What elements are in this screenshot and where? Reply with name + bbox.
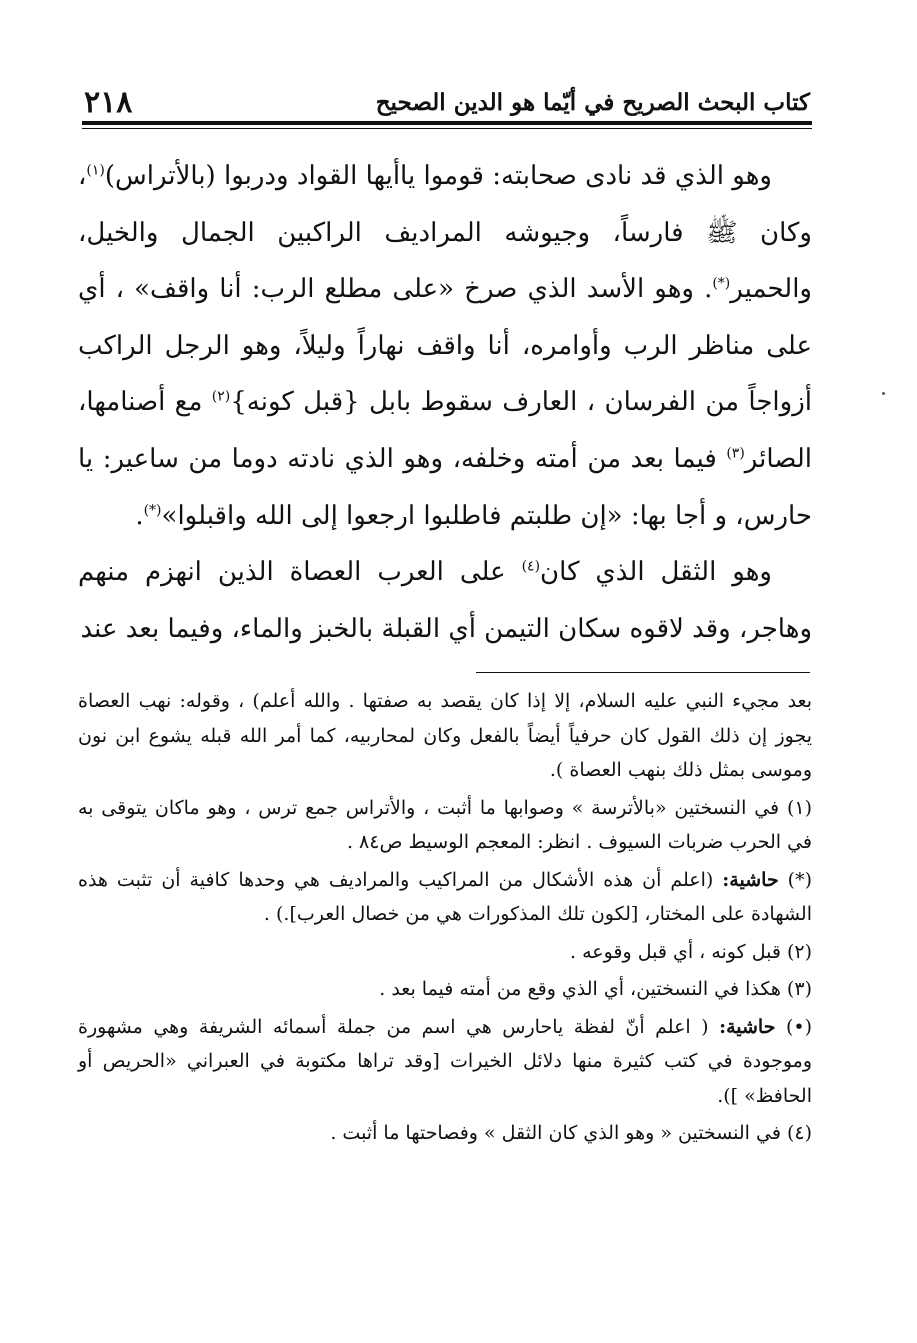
- footnote-2: (٢) قبل كونه ، أي قبل وقوعه .: [570, 940, 812, 963]
- footnote-1: (١) في النسختين «بالأترسة » وصوابها ما أثبت ، والأتراس جمع ترس ، وهو ماكان يتوقى به في الحرب ضربات السيوف . انظر: المعجم الوسيط ص٨٤ .: [78, 796, 812, 853]
- page-number: ٢١٨: [84, 85, 133, 120]
- footnote-ref-2: (٢): [211, 388, 231, 405]
- paragraph-2: وهو الثقل الذي كان$^{(٤)}$ على العرب العصاة الذين انهزم منهم وهاجر، وقد لاقوه سكان التيمن أي القبلة بالخبز والماء، وفيما بعد عند: [78, 557, 812, 644]
- footnote-4: (٤) في النسختين « وهو الذي كان الثقل » وفصاحتها ما أثبت .: [330, 1122, 812, 1144]
- footnote-label: حاشية:: [719, 1015, 776, 1038]
- footnote-ref-1: (١): [86, 162, 105, 179]
- paragraph-1: وهو الذي قد نادى صحابته: قوموا ياأيها القواد ودربوا (بالأتراس)$^{(١)}$، وكان ﷺ فارساً، وجيوشه المراديف الراكبين الجمال والخيل، والحمير(*). وهو الأسد الذي صرخ «على مطلع الرب: أنا واقف» ، أي على مناظر الرب وأوامره، أنا واقف نهاراً وليلاً، وهو الرجل الراكب أزواجاً من الفرسان ، العارف سقوط بابل {قبل كونه}$^{(٢)}$ مع أصنامها، الصائر$^{(٣)}$ فيما بعد من أمته وخلفه، وهو الذي نادته دوما من ساعير: يا حارس، و أجا بها: «إن طلبتم فاطلبوا ارجعوا إلى الله واقبلوا»(*).: [78, 161, 812, 531]
- main-text: [78, 148, 812, 657]
- book-title: كتاب البحث الصريح في أيّما هو الدين الصحيح: [375, 89, 810, 116]
- footnote-ref-4: (٤): [521, 558, 541, 575]
- header-rule-thick: [82, 121, 812, 125]
- running-header: [84, 80, 810, 118]
- footnote-label: حاشية:: [722, 868, 779, 891]
- footnote-3: (٣) هكذا في النسختين، أي الذي وقع من أمته فيما بعد .: [379, 978, 812, 1000]
- footnote-star-2: (•) حاشية: ( اعلم أنّ لفظة ياحارس هي اسم من جملة أسمائه الشريفة وهي مشهورة وموجودة في كتب كثيرة منها دلائل الخيرات [وقد تراها مكتوبة في العبراني «الحريص أو الحافظ» ]).: [78, 1015, 812, 1107]
- footnote-separator: [476, 672, 810, 673]
- margin-dot: [882, 392, 885, 395]
- footnote-ref-3: (٣): [726, 445, 745, 462]
- footnotes: [78, 684, 812, 1154]
- footnote-ref-star-2: (*): [143, 501, 162, 518]
- header-rule-thin: [82, 128, 812, 129]
- footnote-continuation: بعد مجيء النبي عليه السلام، إلا إذا كان يقصد به صفتها . والله أعلم) ، وقوله: نهب العصاة يجوز إن ذلك القول كان حرفياً أيضاً بالفعل وكان لمحاربيه، كما أمر الله قبله يشوع ابن نون وموسى بمثل ذلك بنهب العصاة ).: [78, 690, 812, 781]
- footnote-star-1: (*) حاشية: (اعلم أن هذه الأشكال من المراكيب والمراديف هي وحدها كافية أن تثبت هذه الشهادة على المختار، [لكون تلك المذكورات هي من خصال العرب].) .: [78, 868, 812, 925]
- footnote-ref-star: (*): [712, 275, 731, 292]
